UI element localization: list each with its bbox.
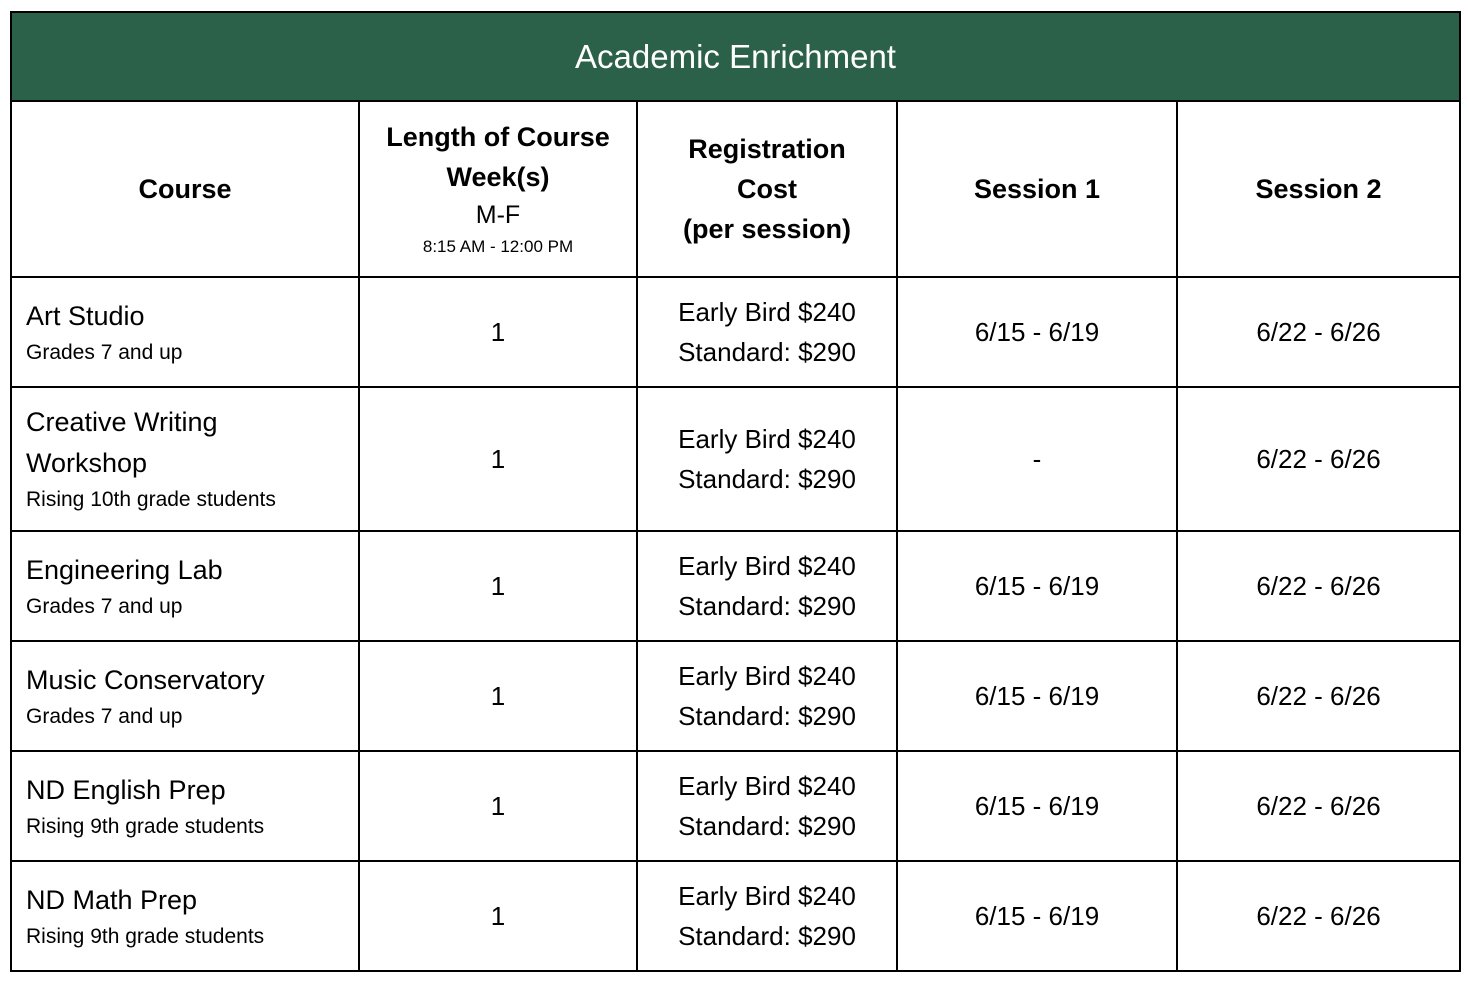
course-cell — [11, 531, 359, 641]
course-cell — [11, 641, 359, 751]
table-row — [11, 277, 1460, 387]
header-length-line2: Week(s) — [446, 162, 550, 192]
cost-cell — [637, 277, 897, 387]
course-name: ND English Prep — [26, 774, 226, 805]
cost-cell — [637, 861, 897, 971]
course-grade: Grades 7 and up — [26, 594, 183, 618]
header-length-days: M-F — [475, 201, 521, 229]
header-cost-line2: Cost — [737, 174, 797, 204]
session2-cell: 6/22 - 6/26 — [1177, 531, 1460, 641]
session1-cell: 6/15 - 6/19 — [897, 861, 1177, 971]
course-name: Engineering Lab — [26, 554, 223, 585]
course-grade: Rising 9th grade students — [26, 924, 265, 948]
course-cell — [11, 277, 359, 387]
course-name-line2: Workshop — [26, 448, 148, 478]
table-row — [11, 641, 1460, 751]
header-length-time: 8:15 AM - 12:00 PM — [422, 237, 574, 256]
course-name: Creative Writing — [26, 407, 218, 437]
header-cost-line1: Registration — [688, 134, 846, 164]
course-grade: Rising 9th grade students — [26, 814, 265, 838]
session2-cell: 6/22 - 6/26 — [1177, 751, 1460, 861]
session2-cell: 6/22 - 6/26 — [1177, 387, 1460, 531]
early-bird-price: Early Bird $240 — [678, 661, 856, 691]
cost-cell — [637, 531, 897, 641]
cost-cell — [637, 387, 897, 531]
session1-cell: 6/15 - 6/19 — [897, 751, 1177, 861]
session1-cell: - — [897, 387, 1177, 531]
header-row — [11, 101, 1460, 277]
course-grade: Grades 7 and up — [26, 704, 183, 728]
session1-cell: 6/15 - 6/19 — [897, 531, 1177, 641]
session2-cell: 6/22 - 6/26 — [1177, 277, 1460, 387]
course-name: ND Math Prep — [26, 884, 198, 915]
course-cell — [11, 387, 359, 531]
early-bird-price: Early Bird $240 — [678, 771, 856, 801]
early-bird-price: Early Bird $240 — [678, 881, 856, 911]
table-row — [11, 861, 1460, 971]
weeks-cell: 1 — [359, 531, 637, 641]
header-session2 — [1177, 101, 1460, 277]
course-grade: Rising 10th grade students — [26, 488, 276, 511]
session2-cell: 6/22 - 6/26 — [1177, 861, 1460, 971]
standard-price: Standard: $290 — [678, 464, 856, 494]
course-name: Music Conservatory — [26, 664, 265, 695]
session2-cell: 6/22 - 6/26 — [1177, 641, 1460, 751]
weeks-cell: 1 — [359, 861, 637, 971]
header-course — [11, 101, 359, 277]
standard-price: Standard: $290 — [678, 337, 856, 367]
standard-price: Standard: $290 — [678, 921, 856, 951]
course-cell — [11, 751, 359, 861]
header-session1 — [897, 101, 1177, 277]
header-length — [359, 101, 637, 277]
course-schedule-table — [10, 11, 1461, 972]
header-course-label: Course — [138, 174, 232, 204]
course-grade: Grades 7 and up — [26, 340, 183, 364]
standard-price: Standard: $290 — [678, 811, 856, 841]
course-name: Art Studio — [26, 300, 145, 331]
weeks-cell: 1 — [359, 751, 637, 861]
weeks-cell: 1 — [359, 387, 637, 531]
cost-cell — [637, 641, 897, 751]
standard-price: Standard: $290 — [678, 591, 856, 621]
header-cost-line3: (per session) — [682, 214, 852, 244]
early-bird-price: Early Bird $240 — [678, 424, 856, 454]
standard-price: Standard: $290 — [678, 701, 856, 731]
header-session2-label: Session 2 — [1255, 174, 1382, 204]
cost-cell — [637, 751, 897, 861]
session1-cell: 6/15 - 6/19 — [897, 277, 1177, 387]
header-length-line1: Length of Course — [386, 122, 610, 152]
weeks-cell: 1 — [359, 641, 637, 751]
table-row — [11, 387, 1460, 531]
session1-cell: 6/15 - 6/19 — [897, 641, 1177, 751]
early-bird-price: Early Bird $240 — [678, 551, 856, 581]
table-row — [11, 751, 1460, 861]
early-bird-price: Early Bird $240 — [678, 297, 856, 327]
title-row — [11, 12, 1460, 101]
header-cost — [637, 101, 897, 277]
schedule-container — [10, 11, 1459, 972]
table-title: Academic Enrichment — [11, 12, 1460, 101]
header-session1-label: Session 1 — [973, 174, 1101, 204]
weeks-cell: 1 — [359, 277, 637, 387]
table-row — [11, 531, 1460, 641]
course-cell — [11, 861, 359, 971]
